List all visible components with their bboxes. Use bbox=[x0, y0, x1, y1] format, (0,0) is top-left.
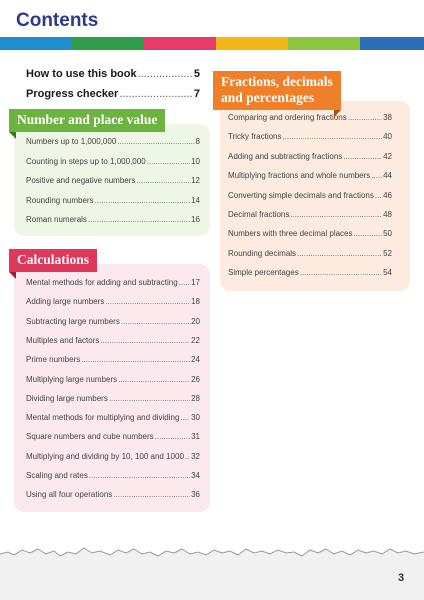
toc-entry-page: 52 bbox=[383, 248, 392, 258]
toc-entry[interactable] bbox=[26, 413, 200, 422]
toc-link-progress-checker[interactable] bbox=[26, 88, 200, 100]
toc-entry-page: 50 bbox=[383, 229, 392, 239]
toc-link-how-to-use[interactable] bbox=[26, 68, 200, 80]
leader-dots bbox=[88, 215, 190, 224]
leader-dots bbox=[297, 249, 382, 258]
toc-entry-page: 46 bbox=[383, 190, 392, 200]
toc-entry[interactable] bbox=[228, 132, 392, 141]
leader-dots bbox=[136, 176, 190, 185]
leader-dots bbox=[147, 157, 190, 166]
page-number: 3 bbox=[398, 572, 405, 584]
toc-entry-page: 8 bbox=[195, 137, 200, 146]
toc-entry-page: 34 bbox=[191, 471, 200, 480]
toc-entry[interactable] bbox=[228, 113, 392, 122]
toc-link-page: 7 bbox=[193, 88, 200, 100]
toc-entry-label: Converting simple decimals and fractions bbox=[228, 190, 374, 200]
toc-entry[interactable] bbox=[26, 452, 200, 461]
toc-entry[interactable] bbox=[26, 375, 200, 384]
toc-entry-label: Prime numbers bbox=[26, 355, 81, 365]
toc-entry-label: Comparing and ordering fractions bbox=[228, 113, 347, 122]
toc-entry-label: Counting in steps up to 1,000,000 bbox=[26, 156, 146, 166]
leader-dots bbox=[113, 490, 190, 499]
section-banner-fractions bbox=[213, 71, 341, 110]
leader-dots bbox=[89, 471, 190, 480]
leader-dots bbox=[118, 375, 190, 384]
stripe-pink bbox=[144, 37, 216, 50]
banner-line-2: and percentages bbox=[221, 90, 315, 105]
toc-entry[interactable] bbox=[26, 297, 200, 306]
leader-dots bbox=[105, 297, 190, 306]
leader-dots bbox=[117, 137, 194, 146]
leader-dots bbox=[95, 196, 190, 205]
leader-dots bbox=[354, 229, 383, 238]
toc-entry[interactable] bbox=[228, 152, 392, 161]
toc-entry[interactable] bbox=[26, 278, 200, 287]
toc-entry-page: 44 bbox=[383, 171, 392, 181]
toc-entry-label: Roman numerals bbox=[26, 215, 87, 224]
toc-entry-page: 24 bbox=[191, 355, 200, 365]
toc-entry-page: 10 bbox=[191, 156, 200, 166]
toc-entry-page: 30 bbox=[191, 413, 200, 423]
toc-entry-page: 12 bbox=[191, 176, 200, 185]
toc-entry-label: Rounding numbers bbox=[26, 195, 94, 205]
leader-dots bbox=[81, 355, 190, 364]
toc-entry-page: 17 bbox=[191, 278, 200, 287]
page-title: Contents bbox=[16, 10, 99, 31]
leader-dots bbox=[290, 210, 382, 219]
toc-link-label: Progress checker bbox=[26, 88, 119, 100]
color-stripe-bar bbox=[0, 37, 424, 50]
leader-dots bbox=[121, 317, 190, 326]
toc-entry[interactable] bbox=[228, 191, 392, 200]
leader-dots bbox=[375, 191, 382, 200]
leader-dots bbox=[179, 278, 190, 287]
toc-entry[interactable] bbox=[228, 268, 392, 277]
leader-dots bbox=[185, 452, 190, 461]
toc-entry-label: Mental methods for adding and subtracting bbox=[26, 278, 178, 287]
toc-entry-label: Scaling and rates bbox=[26, 471, 88, 480]
toc-entry-page: 40 bbox=[383, 132, 392, 142]
toc-entry[interactable] bbox=[228, 249, 392, 258]
toc-entry-label: Square numbers and cube numbers bbox=[26, 432, 154, 442]
stripe-blue bbox=[0, 37, 72, 50]
toc-entry-label: Adding large numbers bbox=[26, 297, 105, 307]
toc-entry-label: Dividing large numbers bbox=[26, 393, 108, 403]
leader-dots bbox=[138, 68, 193, 80]
toc-entry[interactable] bbox=[228, 210, 392, 219]
toc-entry-page: 38 bbox=[383, 113, 392, 122]
banner-line-1: Fractions, decimals bbox=[221, 74, 333, 89]
leader-dots bbox=[100, 336, 190, 345]
toc-link-page: 5 bbox=[193, 68, 200, 80]
toc-entry-label: Numbers up to 1,000,000 bbox=[26, 137, 117, 146]
toc-entry-page: 36 bbox=[191, 490, 200, 500]
toc-entry-page: 31 bbox=[191, 432, 200, 442]
toc-entry-label: Adding and subtracting fractions bbox=[228, 151, 343, 161]
leader-dots bbox=[155, 432, 190, 441]
toc-entry-page: 42 bbox=[383, 151, 392, 161]
toc-entry[interactable] bbox=[26, 215, 200, 224]
toc-entry[interactable] bbox=[26, 355, 200, 364]
stripe-yellow bbox=[216, 37, 288, 50]
toc-entry[interactable] bbox=[26, 471, 200, 480]
toc-entry[interactable] bbox=[228, 229, 392, 238]
toc-entry-page: 18 bbox=[191, 297, 200, 307]
toc-entry[interactable] bbox=[26, 157, 200, 166]
toc-entry-page: 14 bbox=[191, 195, 200, 205]
toc-entry[interactable] bbox=[26, 432, 200, 441]
toc-entry[interactable] bbox=[26, 176, 200, 185]
toc-entry[interactable] bbox=[228, 171, 392, 180]
toc-entry[interactable] bbox=[26, 336, 200, 345]
stripe-navy bbox=[360, 37, 424, 50]
toc-entry-page: 48 bbox=[383, 210, 392, 219]
toc-entry[interactable] bbox=[26, 137, 200, 146]
toc-entry-label: Multiples and factors bbox=[26, 335, 100, 345]
toc-link-label: How to use this book bbox=[26, 68, 137, 80]
toc-entry-page: 22 bbox=[191, 335, 200, 345]
toc-entry-page: 54 bbox=[383, 268, 392, 278]
leader-dots bbox=[283, 132, 383, 141]
toc-entry-page: 28 bbox=[191, 393, 200, 403]
toc-entry-label: Subtracting large numbers bbox=[26, 316, 120, 326]
toc-entry-page: 16 bbox=[191, 215, 200, 224]
toc-entry-label: Numbers with three decimal places bbox=[228, 229, 353, 239]
section-banner-number-place-value: Number and place value bbox=[9, 109, 165, 132]
toc-entry-label: Using all four operations bbox=[26, 490, 113, 500]
toc-entry-label: Decimal fractions bbox=[228, 210, 290, 219]
leader-dots bbox=[119, 88, 193, 100]
toc-entry[interactable] bbox=[26, 317, 200, 326]
leader-dots bbox=[109, 394, 190, 403]
toc-entry-label: Mental methods for multiplying and dividing bbox=[26, 413, 180, 423]
toc-entry[interactable] bbox=[26, 490, 200, 499]
section-banner-calculations: Calculations bbox=[9, 249, 97, 272]
leader-dots bbox=[371, 171, 382, 180]
toc-entry-page: 32 bbox=[191, 451, 200, 461]
stripe-lime bbox=[288, 37, 360, 50]
toc-entry[interactable] bbox=[26, 394, 200, 403]
leader-dots bbox=[300, 268, 382, 277]
toc-entry-label: Multiplying large numbers bbox=[26, 374, 118, 384]
toc-entry-label: Multiplying fractions and whole numbers bbox=[228, 171, 371, 181]
toc-entry[interactable] bbox=[26, 196, 200, 205]
toc-entry-page: 20 bbox=[191, 316, 200, 326]
leader-dots bbox=[180, 413, 190, 422]
toc-entry-label: Rounding decimals bbox=[228, 248, 297, 258]
toc-entry-label: Simple percentages bbox=[228, 268, 299, 278]
torn-paper-edge bbox=[0, 540, 424, 600]
stripe-green bbox=[72, 37, 144, 50]
toc-entry-label: Tricky fractions bbox=[228, 132, 282, 142]
leader-dots bbox=[343, 152, 382, 161]
toc-entry-label: Positive and negative numbers bbox=[26, 176, 136, 185]
toc-entry-page: 26 bbox=[191, 374, 200, 384]
leader-dots bbox=[348, 113, 382, 122]
toc-entry-label: Multiplying and dividing by 10, 100 and 1000 bbox=[26, 451, 184, 461]
